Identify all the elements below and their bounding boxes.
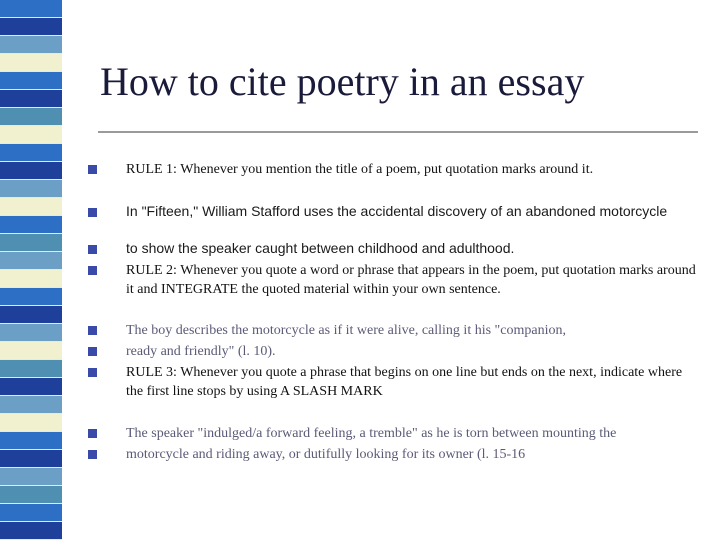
stripe	[0, 144, 62, 162]
bullet-text: The boy describes the motorcycle as if it were alive, calling it his "companion,	[126, 323, 566, 338]
bullet-text: RULE 2: Whenever you quote a word or phrase that appears in the poem, put quotation marks around it and INTEGRATE the quoted material within your own sentence.	[126, 263, 696, 297]
stripe	[0, 198, 62, 216]
stripe	[0, 360, 62, 378]
stripe	[0, 504, 62, 522]
bullet-item	[88, 363, 698, 401]
stripe	[0, 378, 62, 396]
stripe	[0, 306, 62, 324]
square-bullet-icon	[88, 165, 97, 174]
bullet-text: motorcycle and riding away, or dutifully looking for its owner (l. 15-16	[126, 447, 526, 462]
stripe	[0, 72, 62, 90]
bullet-text: In "Fifteen," William Stafford uses the accidental discovery of an abandoned motorcycle	[126, 203, 668, 219]
square-bullet-icon	[88, 450, 97, 459]
square-bullet-icon	[88, 208, 97, 217]
stripe	[0, 450, 62, 468]
stripe	[0, 324, 62, 342]
stripe	[0, 396, 62, 414]
square-bullet-icon	[88, 245, 97, 254]
stripe	[0, 288, 62, 306]
bullet-item	[88, 240, 698, 256]
slide-title: How to cite poetry in an essay	[100, 59, 585, 104]
square-bullet-icon	[88, 429, 97, 438]
bullet-item	[88, 424, 698, 443]
stripe	[0, 0, 62, 18]
stripe	[0, 216, 62, 234]
square-bullet-icon	[88, 266, 97, 275]
stripe	[0, 414, 62, 432]
stripe	[0, 126, 62, 144]
bullet-item	[88, 321, 698, 340]
square-bullet-icon	[88, 368, 97, 377]
stripe	[0, 486, 62, 504]
stripe	[0, 54, 62, 72]
stripe	[0, 180, 62, 198]
stripe	[0, 36, 62, 54]
square-bullet-icon	[88, 326, 97, 335]
bullet-item	[88, 261, 698, 299]
stripe	[0, 432, 62, 450]
bullet-text: to show the speaker caught between childhood and adulthood.	[126, 240, 515, 256]
bullet-text: RULE 1: Whenever you mention the title of a poem, put quotation marks around it.	[126, 162, 594, 177]
bullet-item	[88, 160, 698, 179]
bullet-item	[88, 342, 698, 361]
bullet-item	[88, 445, 698, 464]
bullet-text: ready and friendly" (l. 10).	[126, 344, 276, 359]
decorative-stripe-bar	[0, 0, 62, 540]
stripe	[0, 342, 62, 360]
square-bullet-icon	[88, 347, 97, 356]
bullet-text: RULE 3: Whenever you quote a phrase that begins on one line but ends on the next, indicate where the first line stops by using A SLASH MARK	[126, 365, 683, 399]
bullet-item	[88, 203, 698, 219]
stripe	[0, 522, 62, 540]
stripe	[0, 270, 62, 288]
stripe	[0, 90, 62, 108]
stripe	[0, 162, 62, 180]
stripe	[0, 468, 62, 486]
bullet-text: The speaker "indulged/a forward feeling, a tremble" as he is torn between mounting the	[126, 426, 617, 441]
stripe	[0, 108, 62, 126]
title-divider	[98, 131, 698, 133]
stripe	[0, 252, 62, 270]
stripe	[0, 18, 62, 36]
stripe	[0, 234, 62, 252]
